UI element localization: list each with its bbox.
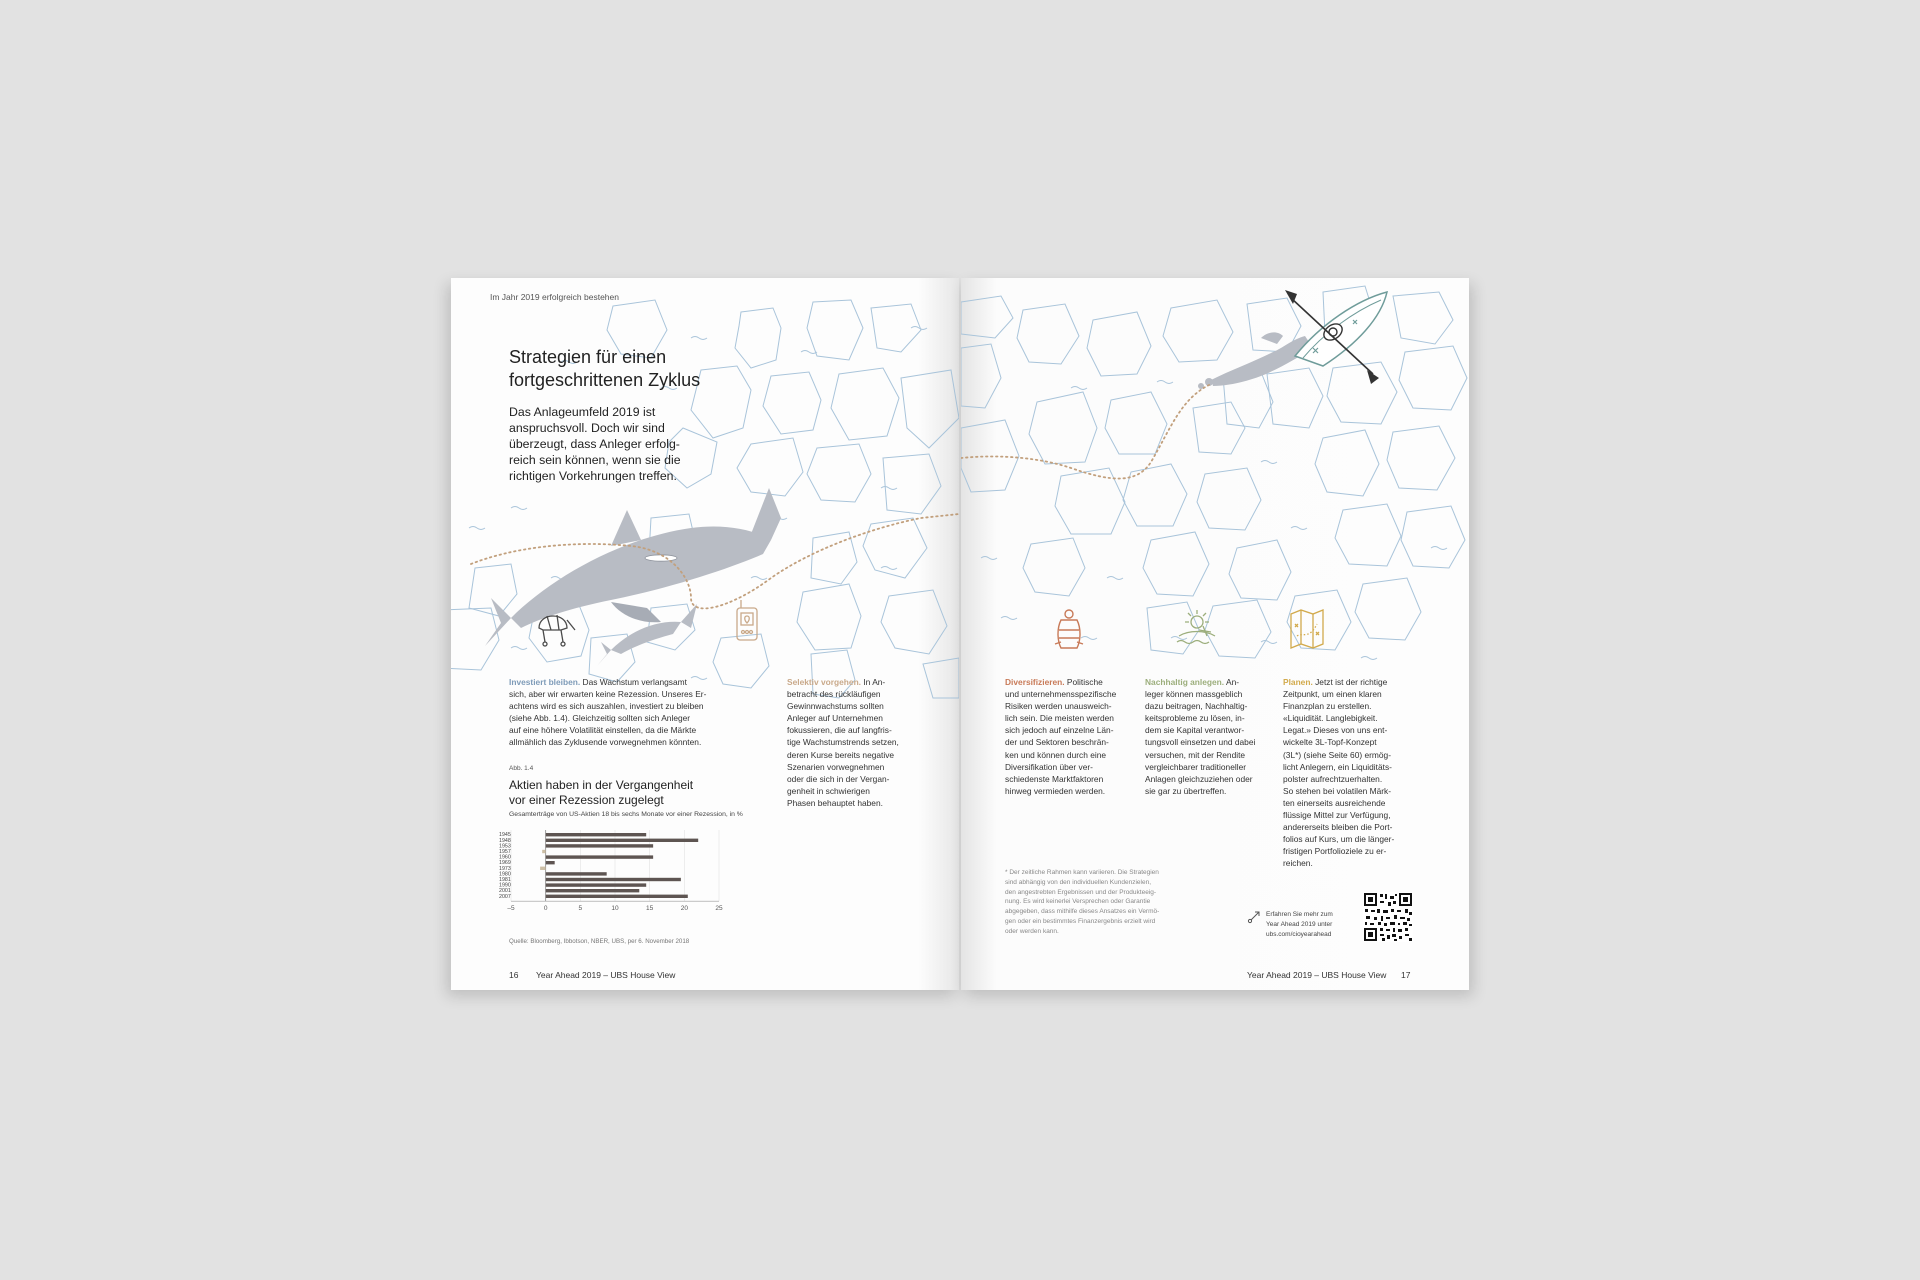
column-line: So stehen bei volatilen Märk-	[1283, 785, 1391, 796]
column-line: Das Wachstum verlangsamt	[580, 677, 687, 687]
column-line: achtens wird es sich auszahlen, investiert zu bleiben	[509, 701, 704, 712]
column-line: reichen.	[1283, 858, 1313, 869]
column-line: sich, aber wir erwarten keine Rezession. Unseres Er-	[509, 689, 707, 700]
column-line: hinweg vermieden werden.	[1005, 785, 1106, 796]
column-line: tungsvoll einsetzen und dabei	[1145, 737, 1256, 748]
column-line: deren Kurse bereits negative	[787, 749, 895, 760]
column-line: allmählich das Zyklusende vorwegnehmen könnten.	[509, 737, 702, 748]
chart-category-label: 1990	[499, 882, 511, 889]
page-headline	[509, 346, 700, 392]
more-info-line: Erfahren Sie mehr zum	[1266, 911, 1333, 918]
column-line: oder die sich in der Vergan-	[787, 773, 890, 784]
column-line: sich jedoch auf einzelne Län-	[1005, 725, 1114, 736]
water-ripples-right	[981, 381, 1447, 660]
chart-bar-1957	[542, 850, 545, 853]
whale-eye-patch	[645, 555, 677, 561]
chart-bar-1953	[546, 844, 653, 847]
life-jacket-icon	[1055, 610, 1083, 648]
column-label: Diversifizieren.	[1005, 677, 1065, 687]
page-number: 17	[1401, 970, 1411, 980]
running-head: Im Jahr 2019 erfolgreich bestehen	[490, 292, 619, 302]
route-dotted-path-right	[961, 384, 1211, 479]
column-line: In An-	[861, 677, 886, 687]
chart-bar-2001	[546, 889, 640, 892]
chart-category-label: 2007	[499, 893, 511, 900]
column-diversifizieren	[1005, 676, 1116, 797]
headline-line: fortgeschrittenen Zyklus	[509, 370, 701, 390]
folio-title: Year Ahead 2019 – UBS House View	[1247, 970, 1387, 980]
column-line: und unternehmensspezifische	[1005, 689, 1117, 700]
column-line: vergleichbarer traditioneller	[1145, 761, 1247, 772]
qr-code	[1363, 892, 1413, 942]
column-line: dem sie Kapital verantwor-	[1145, 725, 1245, 736]
chart-tick-label: 25	[715, 905, 723, 913]
chart-category-label: 1953	[499, 843, 511, 850]
chart-tick-label: 5	[578, 905, 583, 913]
footnote-line: abgegeben, dass mithilfe dieses Ansatzes ein Vermö-	[1005, 908, 1160, 916]
column-label: Planen.	[1283, 677, 1313, 687]
chart-bar-1981	[546, 878, 681, 881]
chart-category-label: 1948	[499, 837, 511, 844]
column-planen	[1283, 676, 1394, 870]
column-line: der und Sektoren beschrän-	[1005, 737, 1109, 748]
chart-category-label: 1945	[499, 832, 511, 839]
lead-paragraph	[509, 404, 681, 484]
footnote-line: oder werden kann.	[1005, 927, 1059, 935]
column-line: keitsprobleme zu lösen, in-	[1145, 713, 1245, 724]
chart-category-label: 1980	[499, 871, 511, 878]
column-line: Politische	[1064, 677, 1103, 687]
column-line: dazu beitragen, Nachhaltig-	[1145, 701, 1248, 712]
footnote-line: sind abhängig von den individuellen Kundenzielen,	[1005, 878, 1152, 886]
column-line: auf eine höhere Volatilität einstellen, da die Märkte	[509, 725, 697, 736]
chart-title	[509, 778, 693, 808]
lead-line: reich sein können, wenn sie die	[509, 453, 681, 467]
chart-bar-1973	[540, 867, 546, 870]
chart-tick-label: 10	[611, 905, 619, 913]
chart-source: Quelle: Bloomberg, Ibbotson, NBER, UBS, per 6. November 2018	[509, 938, 690, 945]
chart-category-label: 2001	[499, 888, 511, 895]
gps-device-icon	[737, 600, 757, 640]
column-line: Gewinnwachstums sollten	[787, 701, 884, 712]
chart-category-label: 1981	[499, 877, 511, 883]
column-line: schiedenste Marktfaktoren	[1005, 773, 1104, 784]
lead-line: Das Anlageumfeld 2019 ist	[509, 405, 656, 419]
chart-category-label: 1960	[499, 854, 511, 861]
chart-bars	[540, 833, 698, 898]
column-selektiv-vorgehen	[787, 676, 899, 809]
column-line: flüssige Mittel zur Verfügung,	[1283, 810, 1391, 821]
column-line: licht Anlegern, ein Liquiditäts-	[1283, 761, 1392, 772]
map-icon	[1291, 610, 1323, 648]
lead-line: überzeugt, dass Anleger erfolg-	[509, 437, 680, 451]
chart-category-label: 1969	[499, 860, 511, 867]
column-nachhaltig-anlegen	[1145, 676, 1255, 797]
ice-floes-right	[961, 286, 1467, 658]
column-line: Diversifikation über ver-	[1005, 761, 1093, 772]
column-line: Risiken werden unausweich-	[1005, 701, 1112, 712]
chart-category-labels	[499, 832, 511, 900]
column-label: Selektiv vorgehen.	[787, 677, 862, 687]
footnote-line: * Der zeitliche Rahmen kann variieren. Die Strategien	[1005, 869, 1159, 876]
page-number: 16	[509, 970, 519, 980]
column-line: ken und können durch eine	[1005, 749, 1107, 760]
column-line: versuchen, mit der Rendite	[1145, 749, 1246, 760]
column-line: leger können massgeblich	[1145, 689, 1243, 700]
column-line: lich sein. Die meisten werden	[1005, 713, 1114, 724]
figure-number: Abb. 1.4	[509, 765, 534, 772]
column-line: (siehe Abb. 1.4). Gleichzeitig sollten sich Anleger	[509, 713, 691, 724]
column-line: Szenarien vorwegnehmen	[787, 761, 885, 772]
column-line: «Liquidität. Langlebigkeit.	[1283, 713, 1378, 724]
headline-line: Strategien für einen	[509, 347, 667, 367]
more-info-text	[1266, 910, 1333, 939]
lead-line: richtigen Vorkehrungen treffen.	[509, 469, 677, 483]
column-line: wickelte 3L-Topf-Konzept	[1283, 737, 1377, 748]
chart-tick-labels	[507, 905, 723, 912]
chart-title-line: Aktien haben in der Vergangenheit	[509, 778, 694, 792]
column-line: Legat.» Dieses von uns ent-	[1283, 725, 1388, 736]
column-line: Zeitpunkt, um einen klaren	[1283, 689, 1382, 700]
column-line: fristigen Portfolioziele zu er-	[1283, 846, 1387, 857]
chart-tick-label: 20	[680, 905, 688, 913]
pointer-icon	[1248, 912, 1259, 923]
footnote-line: den angestrebten Ergebnissen und der Produkteeig-	[1005, 888, 1157, 896]
column-line: Anlagen gleichzuziehen oder	[1145, 773, 1253, 784]
chart-subtitle: Gesamterträge von US-Aktien 18 bis sechs Monate vor einer Rezession, in %	[509, 811, 743, 818]
chart-tick-label: 15	[646, 905, 654, 913]
footnote-line: gen oder ein bestimmtes Finanzergebnis erzielt wird	[1005, 917, 1156, 925]
chart-bar-1990	[546, 883, 647, 886]
column-line: genheit in schwierigen	[787, 785, 870, 796]
footnote	[1005, 868, 1159, 937]
chart-title-line: vor einer Rezession zugelegt	[509, 793, 664, 807]
chart-bar-1960	[546, 855, 653, 858]
column-line: andererseits bleiben die Port-	[1283, 822, 1393, 833]
column-line: fokussieren, die auf langfris-	[787, 725, 892, 736]
column-line: polster aufrechtzuerhalten.	[1283, 773, 1383, 784]
column-line: (3L*) (siehe Seite 60) ermög-	[1283, 749, 1391, 760]
lead-line: anspruchsvoll. Doch wir sind	[509, 421, 665, 435]
column-line: Finanzplan zu erstellen.	[1283, 701, 1372, 712]
column-label: Investiert bleiben.	[509, 677, 581, 687]
kayak-illustration	[1285, 290, 1387, 384]
column-line: Anleger auf Unternehmen	[787, 713, 883, 724]
right-page	[961, 278, 1469, 990]
chart-bar-2007	[546, 895, 688, 898]
more-info-link[interactable]: ubs.com/cioyearahead	[1266, 930, 1332, 938]
helmet-icon	[539, 615, 575, 646]
folio-title: Year Ahead 2019 – UBS House View	[536, 970, 676, 980]
chart-tick-label: –5	[507, 905, 515, 913]
chart-bar-1980	[546, 872, 607, 875]
column-line: betracht des rückläufigen	[787, 689, 881, 700]
chart-bar-1945	[546, 833, 647, 836]
chart-bar-1948	[546, 839, 699, 842]
column-line: Jetzt ist der richtige	[1312, 677, 1388, 687]
more-info-line: Year Ahead 2019 unter	[1266, 920, 1333, 928]
chart-tick-label: 0	[543, 905, 548, 913]
chart-category-label: 1973	[499, 865, 511, 872]
column-line: folios auf Kurs, um die länger-	[1283, 834, 1395, 845]
footnote-line: nung. Es wird keinerlei Versprechen oder Garantie	[1005, 898, 1151, 906]
column-investiert-bleiben	[509, 676, 706, 749]
column-line: sie gar zu übertreffen.	[1145, 785, 1227, 796]
chart-bar-1969	[546, 861, 555, 864]
chart-category-label: 1957	[499, 849, 511, 855]
kayak-wake-splash	[1198, 332, 1313, 389]
bar-chart	[491, 826, 731, 926]
column-line: tige Wachstumstrends setzen,	[787, 737, 899, 748]
left-page	[451, 278, 959, 990]
column-line: Phasen behauptet haben.	[787, 797, 883, 808]
column-label: Nachhaltig anlegen.	[1145, 677, 1225, 687]
column-line: An-	[1224, 677, 1240, 687]
column-line: ten einerseits ausreichende	[1283, 797, 1386, 808]
